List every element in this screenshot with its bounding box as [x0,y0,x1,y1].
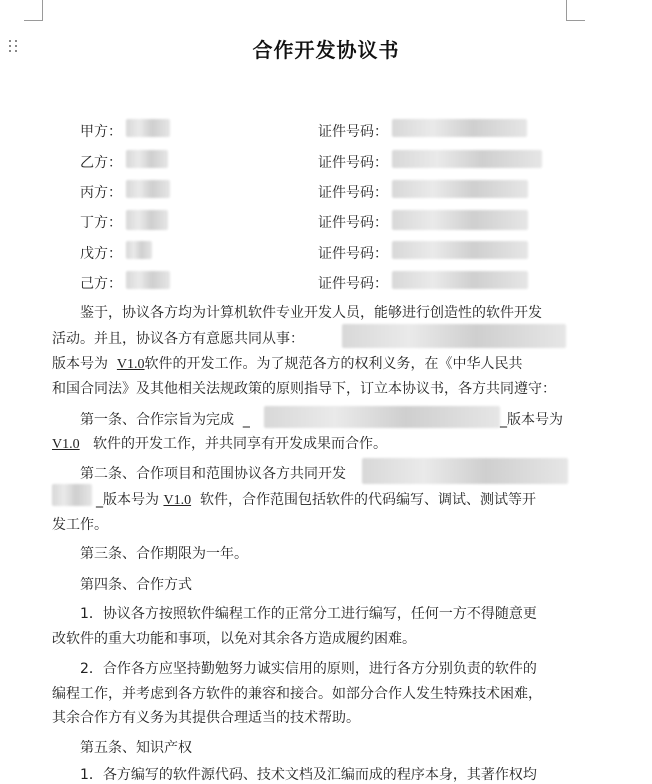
party-label: 甲方： [80,124,122,140]
body-text: 1．各方编写的软件源代码、技术文档及汇编而成的程序本身，其著作权均 [80,767,537,783]
cert-label: 证件号码： [318,246,388,262]
page-corner-mark-left [24,0,43,21]
redacted-software-name [52,484,92,506]
body-text: V1.0 软件的开发工作，并共同享有开发成果而合作。 [52,436,387,452]
redacted-name [126,119,170,137]
body-text: 编程工作，并考虑到各方软件的兼容和接合。如部分合作人发生特殊技术困难， [52,686,542,702]
body-text: 和国合同法》及其他相关法规政策的原则指导下，订立本协议书，各方共同遵守： [52,381,556,397]
redacted-cert-number [392,241,528,259]
body-text: 活动。并且，协议各方有意愿共同从事： [52,331,304,347]
body-text: 其余合作方有义务为其提供合理适当的技术帮助。 [52,710,360,726]
redacted-name [126,271,170,289]
body-text: _版本号为 [500,412,563,428]
redacted-name [126,241,152,259]
party-label: 丙方： [80,185,122,201]
redacted-name [126,210,168,230]
redacted-cert-number [392,180,528,198]
article-5: 第五条、知识产权 [80,740,192,756]
cert-label: 证件号码： [318,185,388,201]
party-label: 戊方： [80,246,122,262]
redacted-name [126,180,170,198]
redacted-name [126,150,168,168]
document-title: 合作开发协议书 [252,38,400,62]
body-text: _版本号为 V1.0 软件，合作范围包括软件的代码编写、调试、测试等开 [96,492,536,508]
body-text: 版本号为 V1.0软件的开发工作。为了规范各方的权利义务，在《中华人民共 [52,356,523,372]
party-label: 丁方： [80,215,122,231]
article-2: 第二条、合作项目和范围协议各方共同开发 [80,466,346,482]
article-3: 第三条、合作期限为一年。 [80,546,248,562]
redacted-cert-number [392,210,528,230]
body-text: 改软件的重大功能和事项，以免对其余各方造成履约困难。 [52,631,416,647]
redacted-cert-number [392,119,527,137]
version-number: V1.0 [116,357,145,372]
body-text: 鉴于，协议各方均为计算机软件专业开发人员，能够进行创造性的软件开发 [80,305,542,321]
body-text: 2．合作各方应坚持勤勉努力诚实信用的原则，进行各方分别负责的软件的 [80,661,537,677]
redacted-software-name [362,458,568,484]
article-1: 第一条、合作宗旨为完成 _ [80,412,250,428]
article-4: 第四条、合作方式 [80,577,192,593]
version-number: V1.0 [52,437,80,452]
body-text: 发工作。 [52,517,108,533]
redacted-software-name [342,324,566,348]
cert-label: 证件号码： [318,215,388,231]
cert-label: 证件号码： [318,124,388,140]
version-number: V1.0 [163,493,192,508]
cert-label: 证件号码： [318,155,388,171]
redacted-cert-number [392,150,542,168]
party-label: 乙方： [80,155,122,171]
page-corner-mark-right [566,0,585,21]
redacted-software-name [264,406,500,428]
party-label: 己方： [80,276,122,292]
redacted-cert-number [392,271,528,289]
body-text: 1．协议各方按照软件编程工作的正常分工进行编写，任何一方不得随意更 [80,606,537,622]
cert-label: 证件号码： [318,276,388,292]
